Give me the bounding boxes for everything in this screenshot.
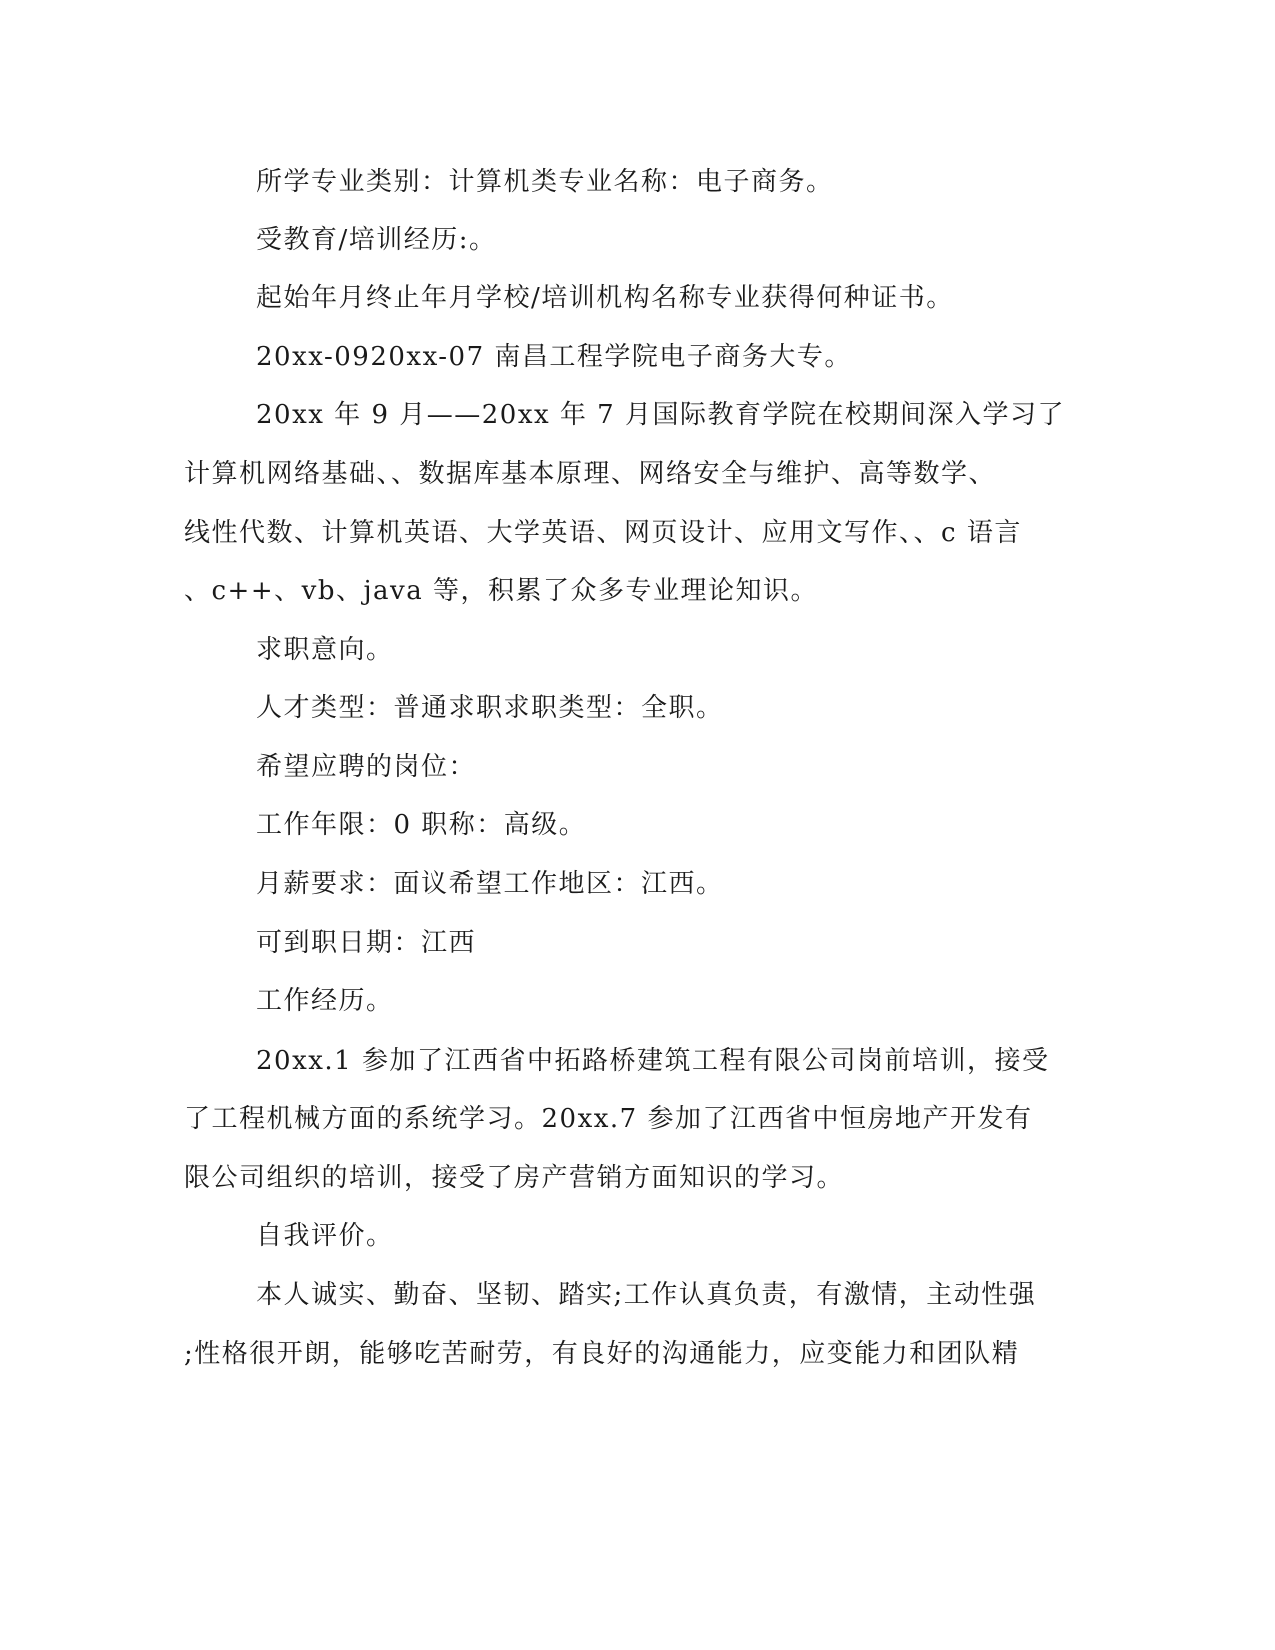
text-line: 20xx-0920xx-07 南昌工程学院电子商务大专。 [256,342,852,372]
text-line: 希望应聘的岗位： [256,752,477,782]
text-line: 计算机网络基础、、数据库基本原理、网络安全与维护、高等数学、 [184,459,997,489]
text-line: 起始年月终止年月学校/培训机构名称专业获得何种证书。 [256,283,954,313]
text-line: 受教育/培训经历:。 [256,225,497,255]
text-line: ;性格很开朗，能够吃苦耐劳，有良好的沟通能力，应变能力和团队精 [184,1339,1020,1369]
text-line: 本人诚实、勤奋、坚韧、踏实;工作认真负责，有激情，主动性强 [256,1280,1037,1310]
text-line: 20xx.1 参加了江西省中拓路桥建筑工程有限公司岗前培训，接受 [256,1046,1050,1076]
text-line: 求职意向。 [256,635,394,665]
text-line: 了工程机械方面的系统学习。20xx.7 参加了江西省中恒房地产开发有 [184,1104,1033,1134]
text-line: 20xx 年 9 月——20xx 年 7 月国际教育学院在校期间深入学习了 [256,400,1065,430]
text-line: 月薪要求：面议希望工作地区：江西。 [256,869,724,899]
text-line: 人才类型：普通求职求职类型：全职。 [256,693,724,723]
text-line: 、c++、vb、java 等，积累了众多专业理论知识。 [184,576,818,606]
text-line: 工作经历。 [256,986,394,1016]
text-line: 可到职日期：江西 [256,928,477,958]
text-line: 工作年限：0 职称：高级。 [256,810,587,840]
text-line: 线性代数、计算机英语、大学英语、网页设计、应用文写作、、c 语言 [184,518,1022,548]
text-line: 所学专业类别：计算机类专业名称：电子商务。 [256,167,834,197]
text-line: 自我评价。 [256,1221,394,1251]
text-line: 限公司组织的培训，接受了房产营销方面知识的学习。 [184,1163,845,1193]
